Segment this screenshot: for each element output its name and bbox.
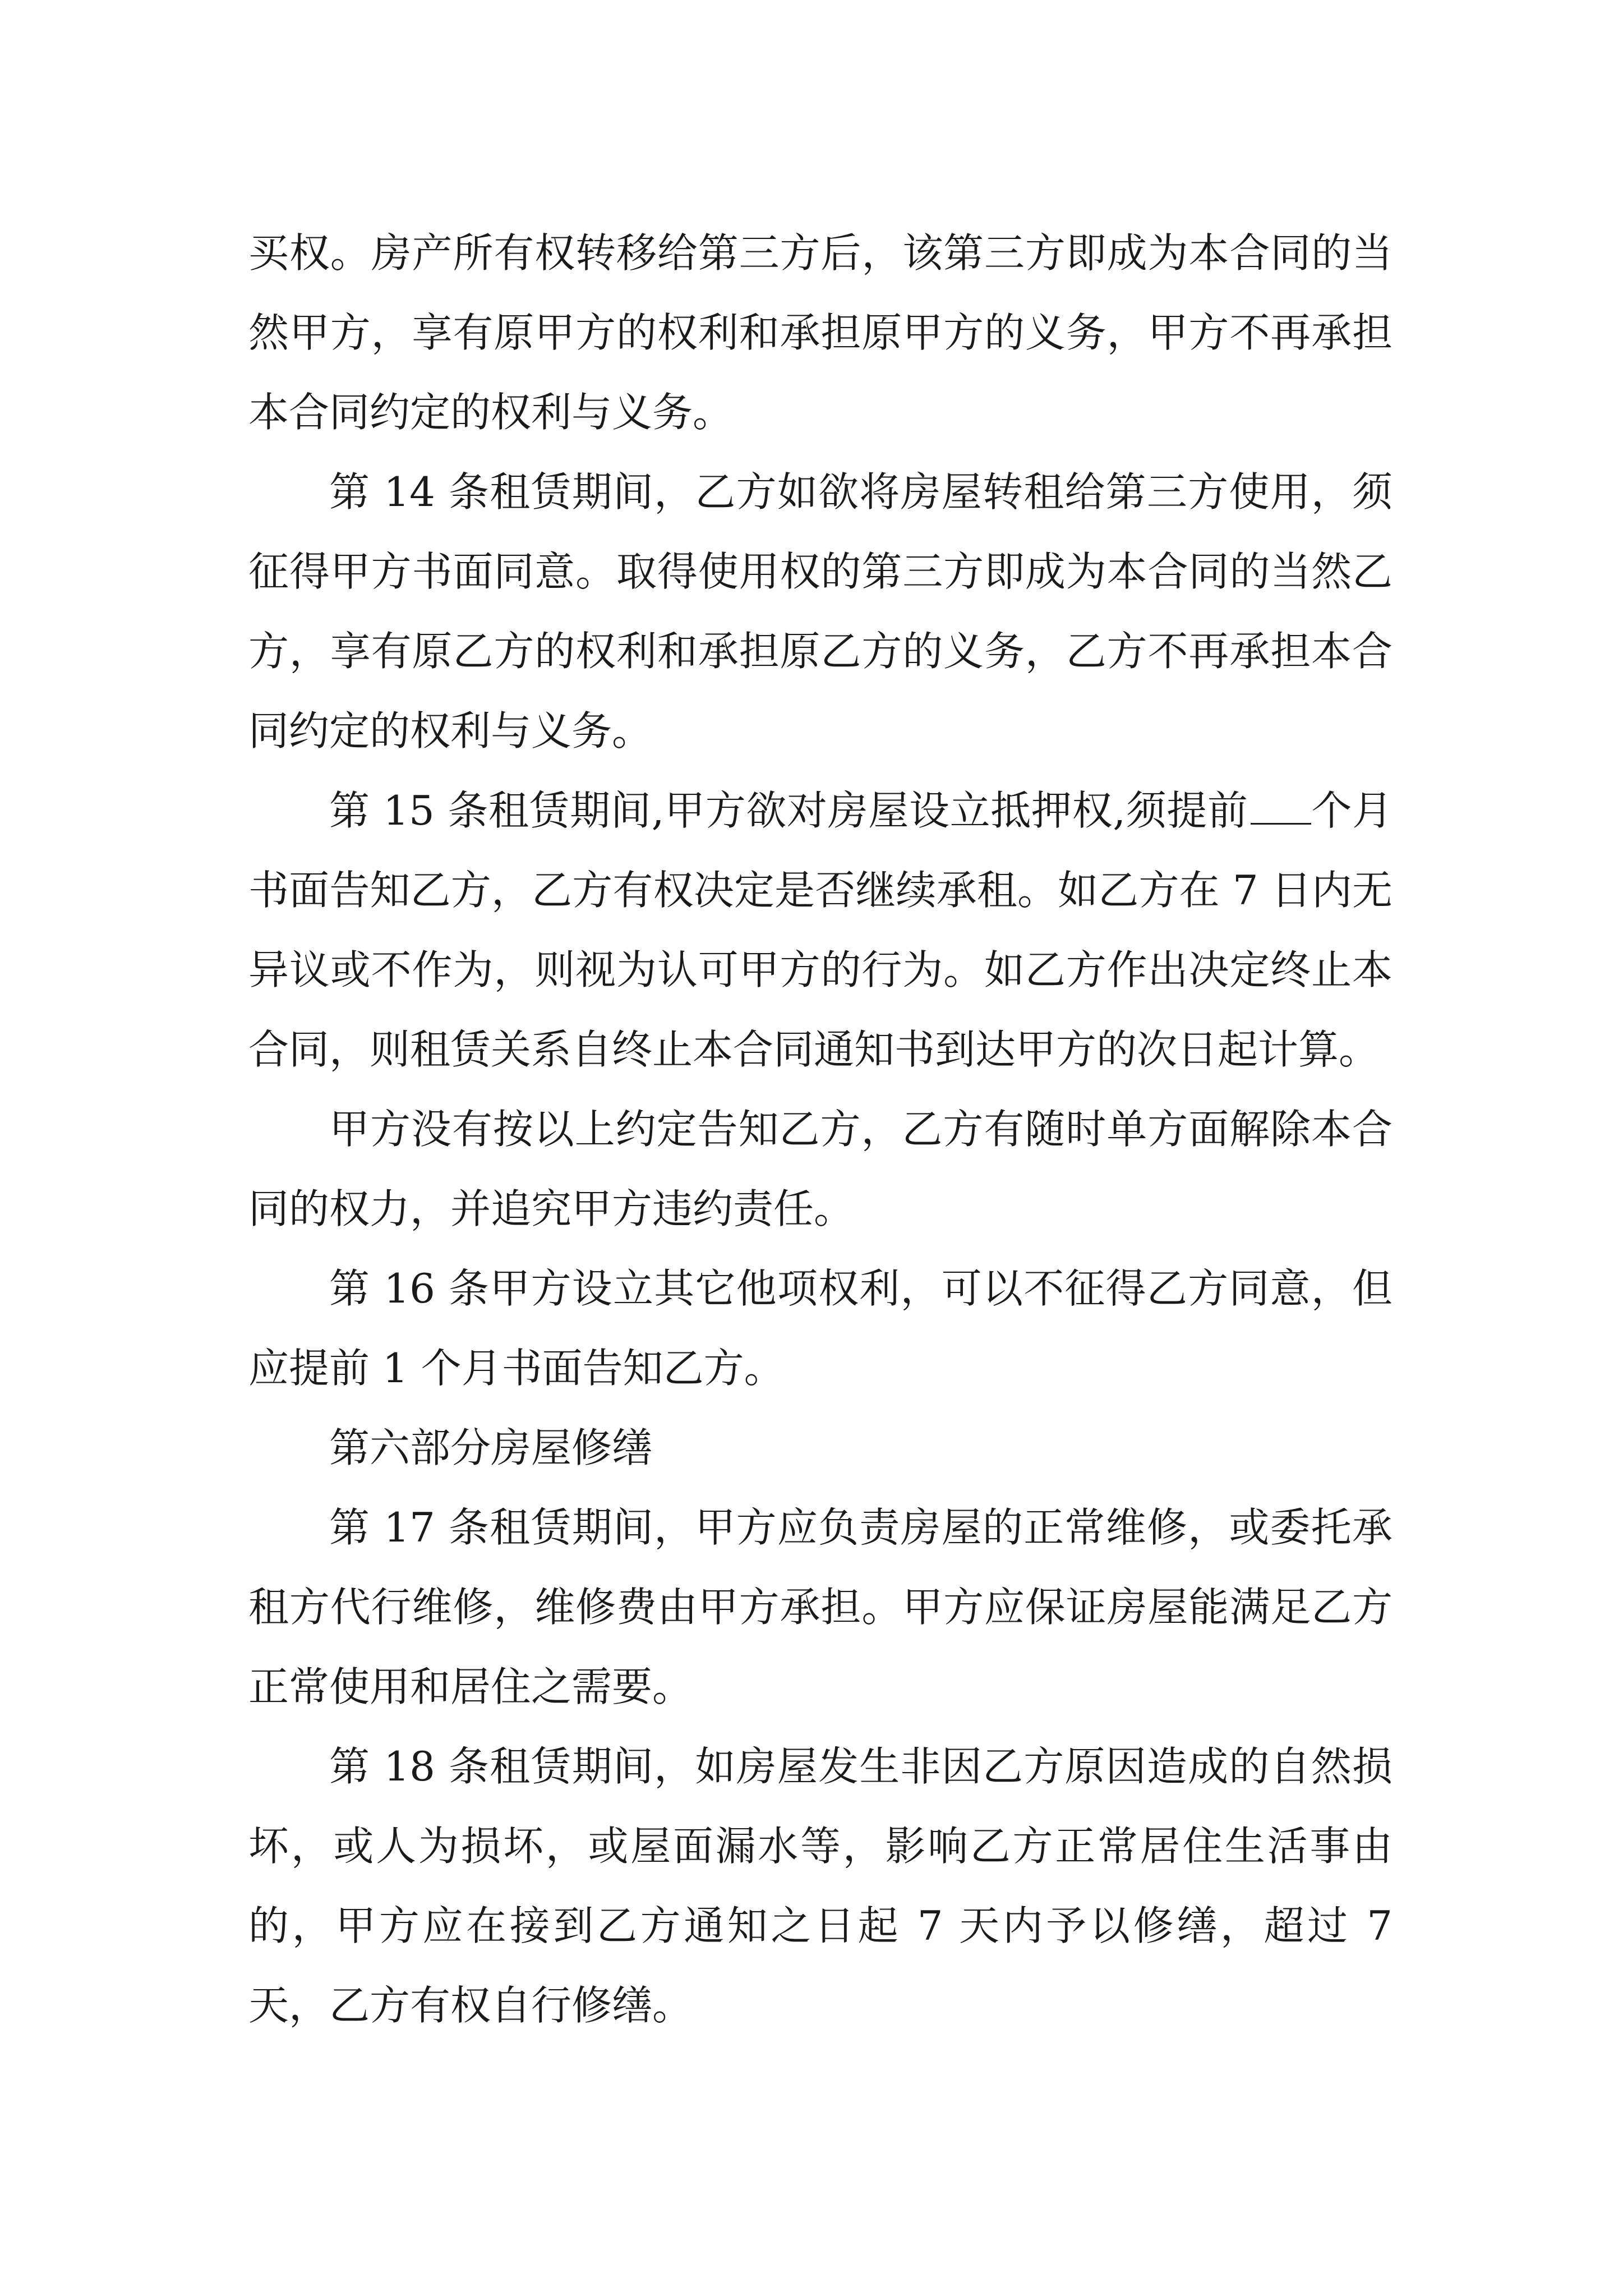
paragraph-article-18: 第 18 条租赁期间，如房屋发生非因乙方原因造成的自然损坏，或人为损坏，或屋面漏水等，影响乙方正常居住生活事由的，甲方应在接到乙方通知之日起 7 天内予以修缮，超过 7 天，乙方有权自行修缮。 <box>248 1743 1393 2029</box>
article-15-part-1: 第 15 条租赁期间,甲方欲对房屋设立抵押权,须提前 <box>329 787 1248 834</box>
paragraph-continuation: 买权。房产所有权转移给第三方后，该第三方即成为本合同的当然甲方，享有原甲方的权利和承担原甲方的义务，甲方不再承担本合同约定的权利与义务。 <box>248 229 1393 436</box>
paragraph-article-14: 第 14 条租赁期间，乙方如欲将房屋转租给第三方使用，须征得甲方书面同意。取得使用权的第三方即成为本合同的当然乙方，享有原乙方的权利和承担原乙方的义务，乙方不再承担本合同约定的权利与义务。 <box>248 468 1393 754</box>
fill-in-blank <box>1251 790 1311 825</box>
article-15-part-2: 个月书面告知乙方，乙方有权决定是否继续承租。如乙方在 7 日内无异议或不作为，则视为认可甲方的行为。如乙方作出决定终止本合同，则租赁关系自终止本合同通知书到达甲方的次日起计算。 <box>248 787 1393 1073</box>
document-page <box>248 213 1393 2045</box>
section-heading-repairs: 第六部分房屋修缮 <box>329 1424 653 1471</box>
paragraph-article-16: 第 16 条甲方设立其它他项权利，可以不征得乙方同意，但应提前 1 个月书面告知乙方。 <box>248 1265 1393 1392</box>
paragraph-notice-breach: 甲方没有按以上约定告知乙方，乙方有随时单方面解除本合同的权力，并追究甲方违约责任。 <box>248 1106 1393 1232</box>
paragraph-article-17: 第 17 条租赁期间，甲方应负责房屋的正常维修，或委托承租方代行维修，维修费由甲方承担。甲方应保证房屋能满足乙方正常使用和居住之需要。 <box>248 1504 1393 1710</box>
paragraph-article-15 <box>248 771 1393 1089</box>
